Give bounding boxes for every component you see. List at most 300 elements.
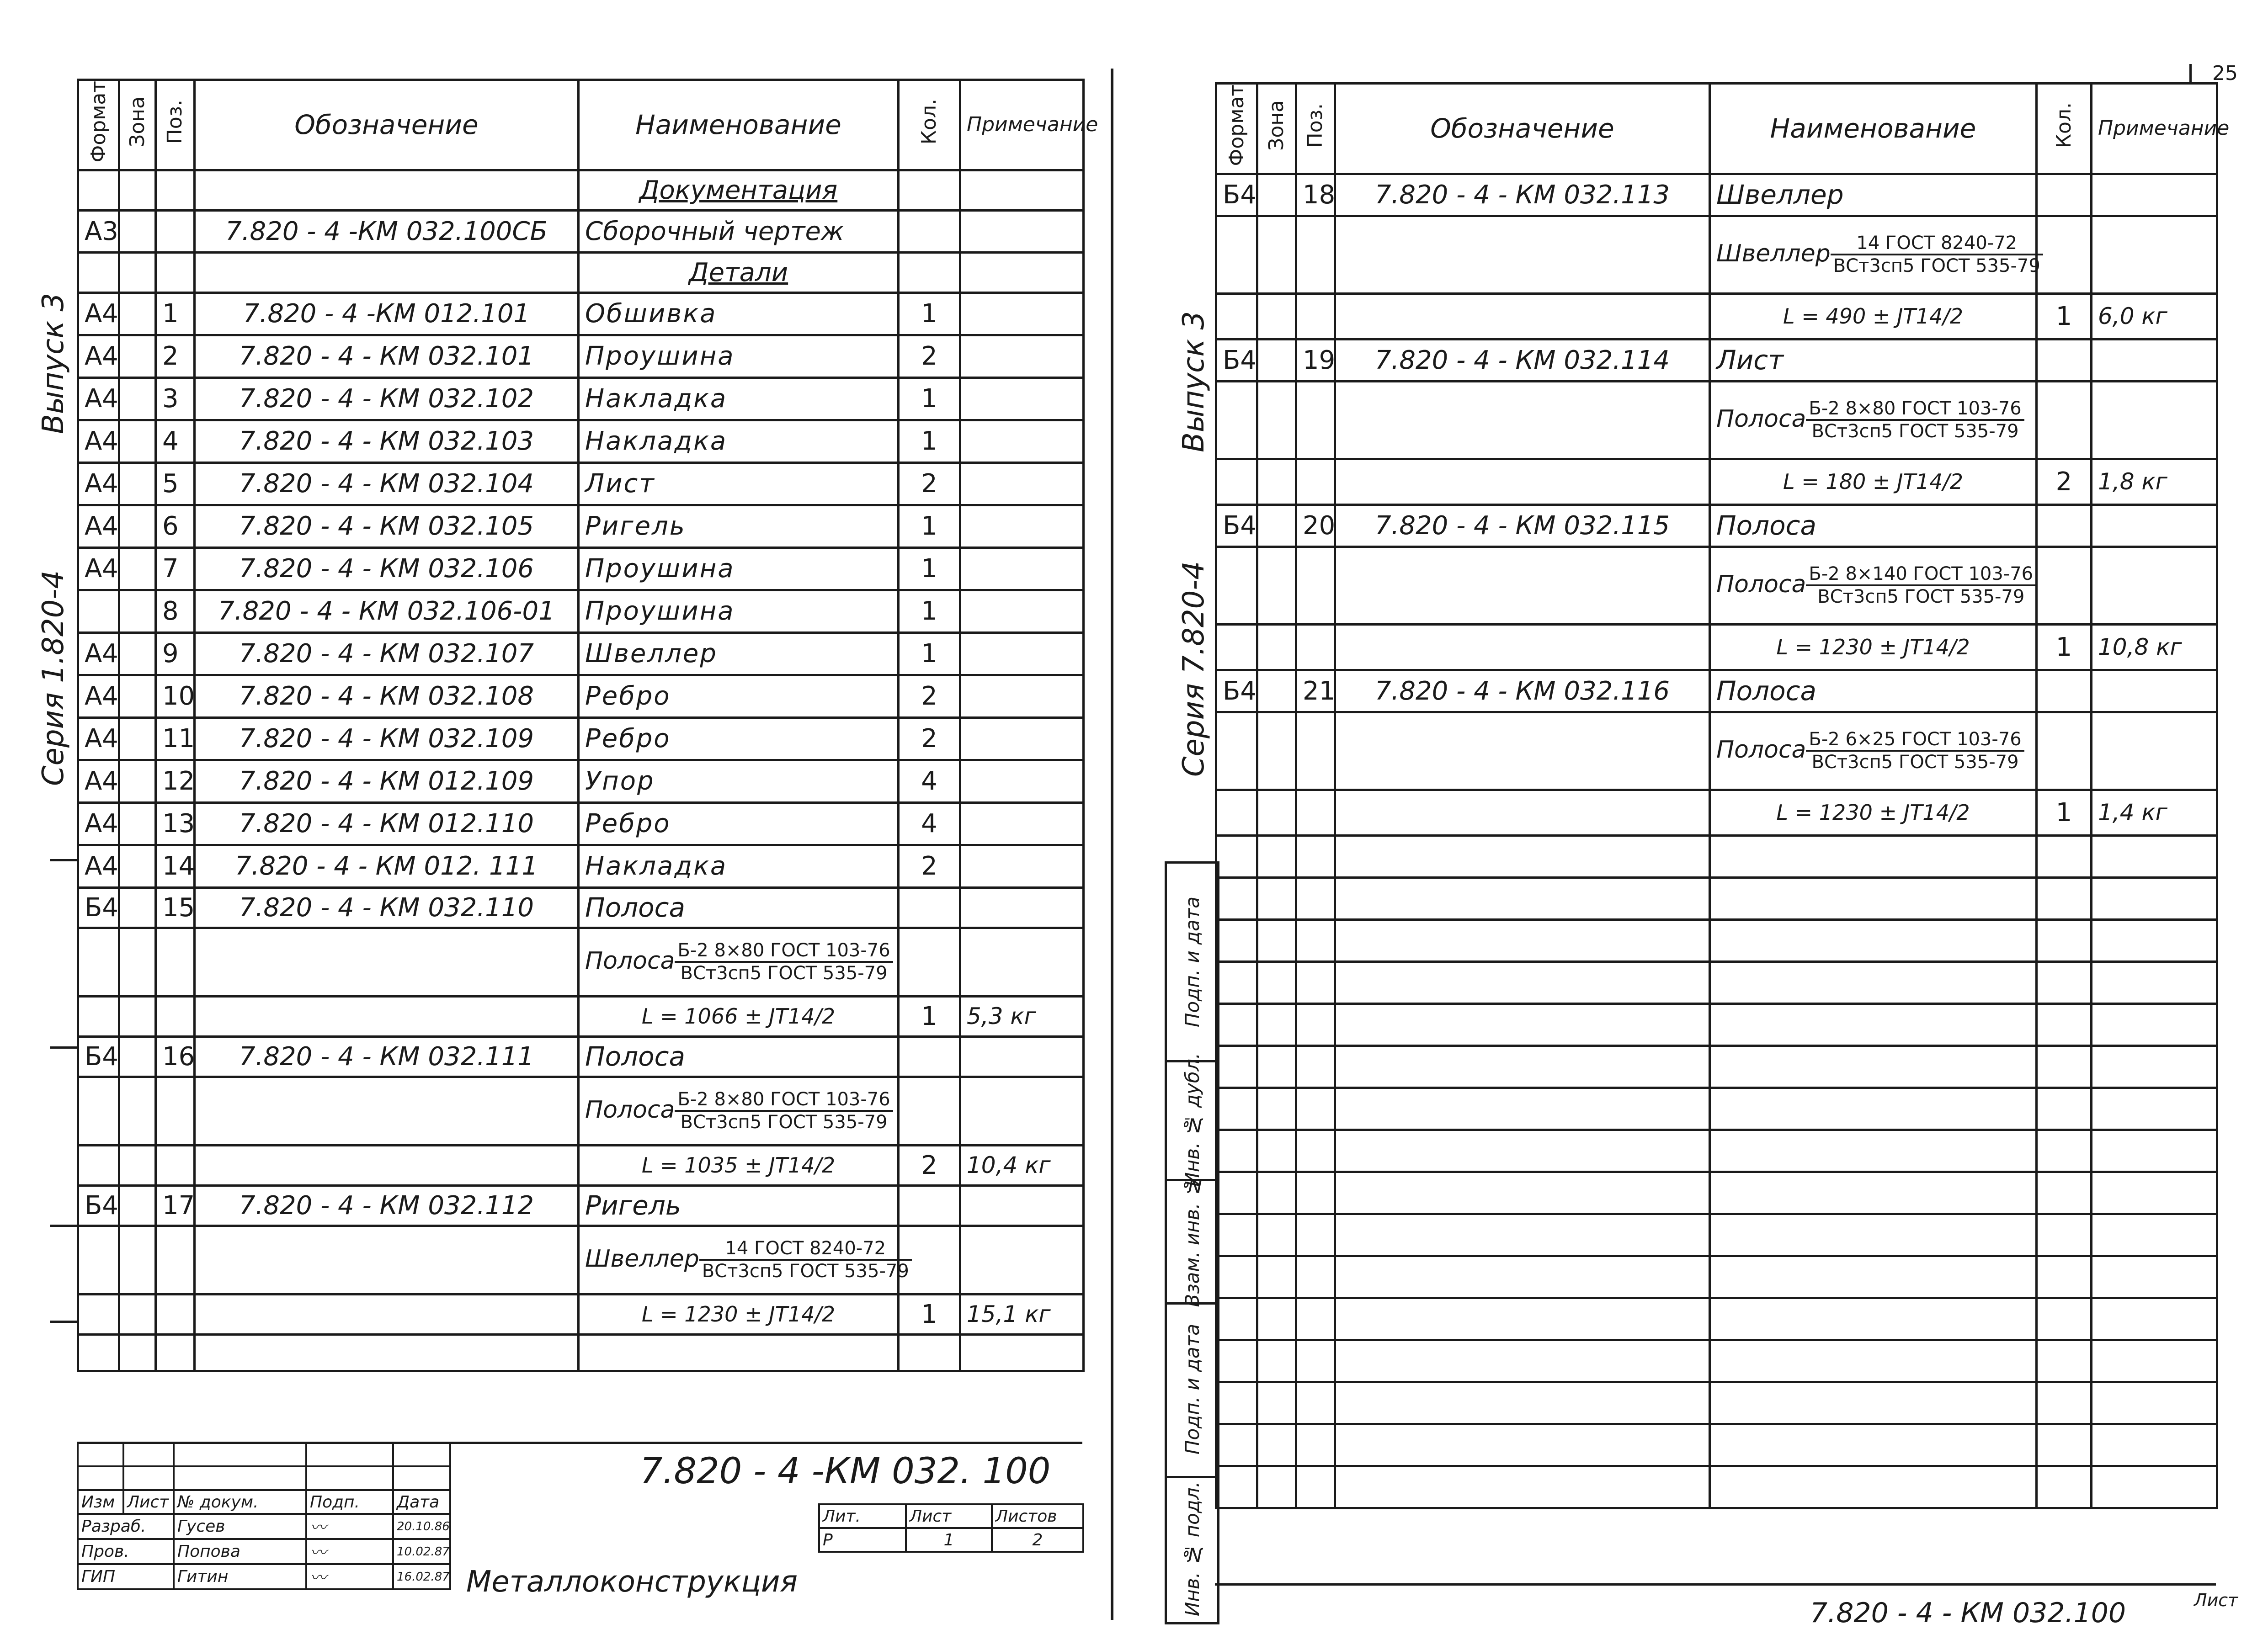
empty-cell xyxy=(1710,1130,2037,1172)
empty-cell xyxy=(1296,877,1335,919)
empty-cell xyxy=(1257,1214,1296,1256)
material-fraction xyxy=(1831,233,2043,276)
designation-cell: 7.820 - 4 - КМ 032.106 xyxy=(195,547,579,590)
material-cell xyxy=(1710,547,2037,624)
stamp-cell xyxy=(1167,1302,1217,1478)
format-cell: А4 xyxy=(78,802,119,845)
cell xyxy=(119,1077,156,1145)
empty-cell xyxy=(156,1334,195,1371)
signature: 〰 xyxy=(306,1514,393,1539)
blank-row xyxy=(1216,1130,2217,1172)
empty-cell xyxy=(1216,1256,1257,1298)
empty-cell xyxy=(1296,1256,1335,1298)
page-number-tick xyxy=(2189,64,2192,85)
note-cell xyxy=(960,462,1084,505)
pos-cell: 6 xyxy=(156,505,195,547)
group-length-row xyxy=(1216,293,2217,339)
cell xyxy=(2037,381,2092,459)
empty-cell xyxy=(1296,1003,1335,1045)
blank-row xyxy=(1216,1088,2217,1130)
zone-cell xyxy=(1257,339,1296,381)
designation-cell: 7.820 - 4 - КМ 032.104 xyxy=(195,462,579,505)
stamp-cell xyxy=(1167,864,1217,1062)
designation-cell: 7.820 - 4 - КМ 032.111 xyxy=(195,1036,579,1077)
zone-cell xyxy=(119,547,156,590)
empty-cell xyxy=(2092,1003,2217,1045)
material-label: Полоса xyxy=(1716,736,1806,764)
tb-date: 16.02.87 xyxy=(393,1564,450,1589)
name-cell: Ребро xyxy=(579,802,899,845)
qty-cell: 1 xyxy=(899,292,960,335)
empty-cell xyxy=(1710,1172,2037,1214)
note-cell xyxy=(960,377,1084,420)
blank-row xyxy=(1216,835,2217,877)
material-label: Швеллер xyxy=(585,1245,699,1273)
detail-row xyxy=(78,335,1084,377)
material-cell xyxy=(579,1077,899,1145)
right-footer-designation: 7.820 - 4 - КМ 032.100 xyxy=(1810,1597,2126,1629)
material-cell xyxy=(1710,712,2037,790)
cell xyxy=(195,1077,579,1145)
material-grade: ВСт3сп5 ГОСТ 535-79 xyxy=(1833,255,2040,277)
cell xyxy=(1216,712,1257,790)
empty-cell xyxy=(2037,1214,2092,1256)
empty-cell xyxy=(1257,1382,1296,1424)
blank-row xyxy=(1216,1466,2217,1508)
empty-cell xyxy=(2092,1382,2217,1424)
qty-cell: 1 xyxy=(2037,624,2092,670)
empty-cell xyxy=(1296,1088,1335,1130)
cell xyxy=(2037,712,2092,790)
empty-cell xyxy=(2092,1298,2217,1340)
note-cell xyxy=(960,717,1084,760)
zone-cell xyxy=(119,717,156,760)
empty-cell xyxy=(2092,835,2217,877)
qty-cell xyxy=(899,1036,960,1077)
right-spec-table xyxy=(1215,82,2230,1509)
cell xyxy=(1257,547,1296,624)
length-cell: L = 1066 ± JT14/2 xyxy=(579,996,899,1036)
empty-cell xyxy=(2092,1088,2217,1130)
format-cell: А4 xyxy=(78,547,119,590)
cell xyxy=(1296,712,1335,790)
empty-cell xyxy=(1216,1003,1257,1045)
blank-row xyxy=(78,1334,1084,1371)
margin-tick xyxy=(50,859,78,861)
empty-cell xyxy=(1257,1172,1296,1214)
zone-cell xyxy=(119,887,156,928)
empty-cell xyxy=(2092,1130,2217,1172)
section-documentation: Документация xyxy=(579,170,899,210)
empty-cell xyxy=(960,1334,1084,1371)
cell xyxy=(2037,216,2092,293)
cell xyxy=(78,1226,119,1294)
header-row xyxy=(78,80,1084,170)
empty-cell xyxy=(1710,961,2037,1003)
qty-cell xyxy=(2037,174,2092,216)
qty-cell: 4 xyxy=(899,760,960,802)
empty-cell xyxy=(2037,835,2092,877)
blank-row xyxy=(1216,877,2217,919)
cell xyxy=(2092,381,2217,459)
group-length-row xyxy=(78,1294,1084,1334)
cell xyxy=(119,928,156,996)
pos-cell: 21 xyxy=(1296,670,1335,712)
empty-cell xyxy=(2037,1340,2092,1382)
designation-cell: 7.820 - 4 - КМ 032.113 xyxy=(1335,174,1710,216)
cell xyxy=(1216,459,1257,504)
format-cell: Б4 xyxy=(1216,504,1257,547)
blank-row xyxy=(1216,1256,2217,1298)
cell xyxy=(1296,381,1335,459)
pos-cell: 7 xyxy=(156,547,195,590)
empty-cell xyxy=(1296,1424,1335,1466)
qty-cell: 4 xyxy=(899,802,960,845)
tb-date: 10.02.87 xyxy=(393,1539,450,1564)
pos-cell: 16 xyxy=(156,1036,195,1077)
col-note-header: Примечание xyxy=(960,80,1084,170)
material-cell xyxy=(579,1226,909,1294)
note-cell xyxy=(960,760,1084,802)
cell xyxy=(1296,547,1335,624)
detail-row xyxy=(78,547,1084,590)
pos-cell: 14 xyxy=(156,845,195,887)
pos-cell: 12 xyxy=(156,760,195,802)
qty-cell: 1 xyxy=(899,377,960,420)
detail-row xyxy=(78,292,1084,335)
material-cell xyxy=(1710,381,2037,459)
sheet-separator xyxy=(1111,69,1113,1620)
empty-cell xyxy=(1296,1298,1335,1340)
note-cell xyxy=(2092,174,2217,216)
signature: 〰 xyxy=(306,1564,393,1589)
empty-cell xyxy=(1335,919,1710,961)
empty-cell xyxy=(1296,835,1335,877)
empty-cell xyxy=(1710,1045,2037,1088)
tb-head-sign: Подп. xyxy=(306,1490,393,1514)
col-name-header: Наименование xyxy=(1710,84,2037,174)
section-row xyxy=(78,252,1084,292)
zone-cell xyxy=(119,377,156,420)
designation-cell: 7.820 - 4 - КМ 032.106-01 xyxy=(195,590,579,632)
name-cell: Лист xyxy=(1710,339,2037,381)
zone-cell xyxy=(119,590,156,632)
zone-cell xyxy=(119,335,156,377)
col-format-header: Формат xyxy=(86,81,110,163)
left-side-label-series: Серия 1.820-4 xyxy=(37,570,70,786)
material-fraction xyxy=(699,1238,912,1282)
qty-cell: 2 xyxy=(899,462,960,505)
group-material-row xyxy=(1216,216,2217,293)
empty-cell xyxy=(1335,1214,1710,1256)
empty-cell xyxy=(2037,1382,2092,1424)
empty-cell xyxy=(2092,1340,2217,1382)
col-zone-header: Зона xyxy=(125,96,149,147)
empty-cell xyxy=(1710,1256,2037,1298)
material-grade: ВСт3сп5 ГОСТ 535-79 xyxy=(1811,752,2019,773)
cell xyxy=(1296,790,1335,835)
tb-role: ГИП xyxy=(78,1564,174,1589)
group-length-row xyxy=(78,996,1084,1036)
empty-cell xyxy=(1335,877,1710,919)
detail-row xyxy=(78,590,1084,632)
designation-cell: 7.820 - 4 - КМ 012.109 xyxy=(195,760,579,802)
designation-cell: 7.820 - 4 - КМ 032.105 xyxy=(195,505,579,547)
note-cell xyxy=(960,420,1084,462)
length-cell: L = 1035 ± JT14/2 xyxy=(579,1145,899,1185)
detail-row xyxy=(78,675,1084,717)
name-cell: Упор xyxy=(579,760,899,802)
col-format-header: Формат xyxy=(1225,85,1248,166)
note-cell xyxy=(960,887,1084,928)
empty-cell xyxy=(1296,919,1335,961)
zone-cell xyxy=(119,505,156,547)
name-cell: Полоса xyxy=(579,1036,899,1077)
format-cell: Б4 xyxy=(1216,670,1257,712)
qty-cell: 1 xyxy=(2037,293,2092,339)
tb-person: Попова xyxy=(174,1539,306,1564)
empty-cell xyxy=(1335,1003,1710,1045)
assembly-format: А3 xyxy=(78,210,119,252)
assembly-row xyxy=(78,210,1084,252)
stamp-label: Инв. № дубл. xyxy=(1181,1052,1203,1187)
cell xyxy=(1335,216,1710,293)
designation-cell: 7.820 - 4 - КМ 032.101 xyxy=(195,335,579,377)
title-block-table xyxy=(77,1442,451,1590)
cell xyxy=(1257,216,1296,293)
empty-cell xyxy=(1257,1003,1296,1045)
empty-cell xyxy=(1335,1130,1710,1172)
format-cell: А4 xyxy=(78,462,119,505)
empty-cell xyxy=(2037,1256,2092,1298)
qty-cell: 2 xyxy=(2037,459,2092,504)
group-head-row xyxy=(1216,670,2217,712)
note-cell: 1,8 кг xyxy=(2092,459,2217,504)
length-cell: L = 1230 ± JT14/2 xyxy=(1710,624,2037,670)
cell xyxy=(2092,216,2217,293)
pos-cell: 5 xyxy=(156,462,195,505)
note-cell: 15,1 кг xyxy=(960,1294,1084,1334)
empty-cell xyxy=(1710,1088,2037,1130)
format-cell: Б4 xyxy=(78,887,119,928)
note-cell xyxy=(2092,339,2217,381)
detail-row xyxy=(78,802,1084,845)
col-designation-header: Обозначение xyxy=(195,80,579,170)
cell xyxy=(2092,712,2217,790)
length-cell: L = 1230 ± JT14/2 xyxy=(579,1294,899,1334)
cell xyxy=(1296,624,1335,670)
material-grade: ВСт3сп5 ГОСТ 535-79 xyxy=(680,1112,888,1133)
note-cell xyxy=(2092,670,2217,712)
cell xyxy=(1257,712,1296,790)
material-grade: ВСт3сп5 ГОСТ 535-79 xyxy=(702,1261,909,1282)
material-label: Полоса xyxy=(1716,571,1806,599)
pos-cell: 3 xyxy=(156,377,195,420)
empty-cell xyxy=(1257,877,1296,919)
name-cell: Проушина xyxy=(579,547,899,590)
right-footer-line xyxy=(1215,1583,2216,1586)
col-pos-header: Поз. xyxy=(163,99,186,144)
detail-row xyxy=(78,462,1084,505)
qty-cell: 1 xyxy=(2037,790,2092,835)
left-side-label-issue: Выпуск 3 xyxy=(37,292,70,434)
qty-cell: 1 xyxy=(899,1294,960,1334)
empty-cell xyxy=(1216,1088,1257,1130)
cell xyxy=(899,928,960,996)
empty-cell xyxy=(1710,1340,2037,1382)
col-qty-header: Кол. xyxy=(2052,102,2076,149)
note-cell xyxy=(960,292,1084,335)
material-profile: Б-2 8×140 ГОСТ 103-76 xyxy=(1806,563,2036,586)
material-cell xyxy=(579,928,899,996)
empty-cell xyxy=(1216,877,1257,919)
empty-cell xyxy=(1257,835,1296,877)
zone-cell xyxy=(119,632,156,675)
cell xyxy=(195,1294,579,1334)
format-cell: А4 xyxy=(78,377,119,420)
format-cell: Б4 xyxy=(78,1036,119,1077)
empty-cell xyxy=(1710,1298,2037,1340)
pos-cell: 15 xyxy=(156,887,195,928)
format-cell xyxy=(78,590,119,632)
name-cell: Лист xyxy=(579,462,899,505)
qty-cell: 2 xyxy=(899,845,960,887)
empty-cell xyxy=(2092,1214,2217,1256)
designation-cell: 7.820 - 4 - КМ 012.110 xyxy=(195,802,579,845)
cell xyxy=(156,1294,195,1334)
group-material-row xyxy=(1216,712,2217,790)
material-fraction xyxy=(1806,729,2024,773)
empty-cell xyxy=(1335,1088,1710,1130)
empty-cell xyxy=(1257,1466,1296,1508)
note-cell xyxy=(960,632,1084,675)
empty-cell xyxy=(1257,1045,1296,1088)
cell xyxy=(156,996,195,1036)
pos-cell: 18 xyxy=(1296,174,1335,216)
pos-cell: 9 xyxy=(156,632,195,675)
name-cell: Швеллер xyxy=(1710,174,2037,216)
cell xyxy=(1296,216,1335,293)
empty-cell xyxy=(1216,961,1257,1003)
zone-cell xyxy=(119,420,156,462)
name-cell: Накладка xyxy=(579,420,899,462)
cell xyxy=(78,1077,119,1145)
empty-cell xyxy=(1335,1340,1710,1382)
empty-cell xyxy=(1335,1172,1710,1214)
blank-row xyxy=(1216,919,2217,961)
detail-row xyxy=(78,760,1084,802)
group-material-row xyxy=(78,1077,1084,1145)
qty-cell xyxy=(2037,504,2092,547)
zone-cell xyxy=(1257,504,1296,547)
empty-cell xyxy=(1257,1340,1296,1382)
stamp-cell xyxy=(1167,1476,1217,1624)
empty-cell xyxy=(2092,1424,2217,1466)
blank-row xyxy=(1216,1382,2217,1424)
stamp-cell xyxy=(1167,1052,1217,1187)
note-cell xyxy=(960,505,1084,547)
pos-cell: 2 xyxy=(156,335,195,377)
format-cell: А4 xyxy=(78,420,119,462)
empty-cell xyxy=(1216,1340,1257,1382)
material-label: Полоса xyxy=(585,1096,675,1124)
pos-cell: 1 xyxy=(156,292,195,335)
cell xyxy=(1335,712,1710,790)
empty-cell xyxy=(2092,919,2217,961)
pos-cell: 20 xyxy=(1296,504,1335,547)
tb-role: Разраб. xyxy=(78,1514,174,1539)
left-spec-table xyxy=(77,79,1098,1372)
cell xyxy=(1216,790,1257,835)
zone-cell xyxy=(1257,174,1296,216)
material-label: Полоса xyxy=(585,947,675,975)
material-fraction xyxy=(1806,563,2036,607)
note-cell xyxy=(960,1036,1084,1077)
designation-cell: 7.820 - 4 - КМ 032.110 xyxy=(195,887,579,928)
empty-cell xyxy=(195,1334,579,1371)
material-profile: Б-2 6×25 ГОСТ 103-76 xyxy=(1806,729,2024,752)
empty-cell xyxy=(1335,1424,1710,1466)
empty-cell xyxy=(1216,1172,1257,1214)
qty-cell: 2 xyxy=(899,335,960,377)
empty-cell xyxy=(1710,919,2037,961)
qty-cell xyxy=(899,1185,960,1226)
assembly-name: Сборочный чертеж xyxy=(579,210,899,252)
designation-cell: 7.820 - 4 - КМ 032.103 xyxy=(195,420,579,462)
empty-cell xyxy=(1296,1382,1335,1424)
cell xyxy=(1257,624,1296,670)
cell xyxy=(1216,381,1257,459)
name-cell: Ригель xyxy=(579,505,899,547)
material-fraction xyxy=(1806,398,2024,442)
material-grade: ВСт3сп5 ГОСТ 535-79 xyxy=(1817,586,2025,608)
designation-cell: 7.820 - 4 - КМ 032.108 xyxy=(195,675,579,717)
empty-cell xyxy=(1296,1466,1335,1508)
group-length-row xyxy=(1216,459,2217,504)
material-profile: 14 ГОСТ 8240-72 xyxy=(1831,233,2043,255)
qty-cell: 2 xyxy=(899,675,960,717)
detail-row xyxy=(78,505,1084,547)
empty-cell xyxy=(1257,1088,1296,1130)
format-cell: Б4 xyxy=(78,1185,119,1226)
blank-row xyxy=(1216,1045,2217,1088)
stamp-label: Подп. и дата xyxy=(1181,896,1203,1028)
cell xyxy=(1296,459,1335,504)
empty-cell xyxy=(1335,961,1710,1003)
group-length-row xyxy=(1216,624,2217,670)
margin-tick xyxy=(50,1046,78,1049)
tb-sheet: 1 xyxy=(906,1528,992,1552)
empty-cell xyxy=(1710,877,2037,919)
empty-cell xyxy=(1335,835,1710,877)
empty-cell xyxy=(2092,961,2217,1003)
length-cell: L = 490 ± JT14/2 xyxy=(1710,293,2037,339)
cell xyxy=(195,1145,579,1185)
note-cell xyxy=(2092,504,2217,547)
pos-cell: 4 xyxy=(156,420,195,462)
blank-row xyxy=(1216,961,2217,1003)
blank-row xyxy=(1216,1172,2217,1214)
cell xyxy=(1335,459,1710,504)
cell xyxy=(119,996,156,1036)
empty-cell xyxy=(1710,1424,2037,1466)
empty-cell xyxy=(1296,1172,1335,1214)
material-grade: ВСт3сп5 ГОСТ 535-79 xyxy=(1811,421,2019,442)
qty-cell: 1 xyxy=(899,547,960,590)
cell xyxy=(195,1226,579,1294)
title-block-product: Металлоконструкция xyxy=(466,1565,798,1599)
note-cell: 6,0 кг xyxy=(2092,293,2217,339)
